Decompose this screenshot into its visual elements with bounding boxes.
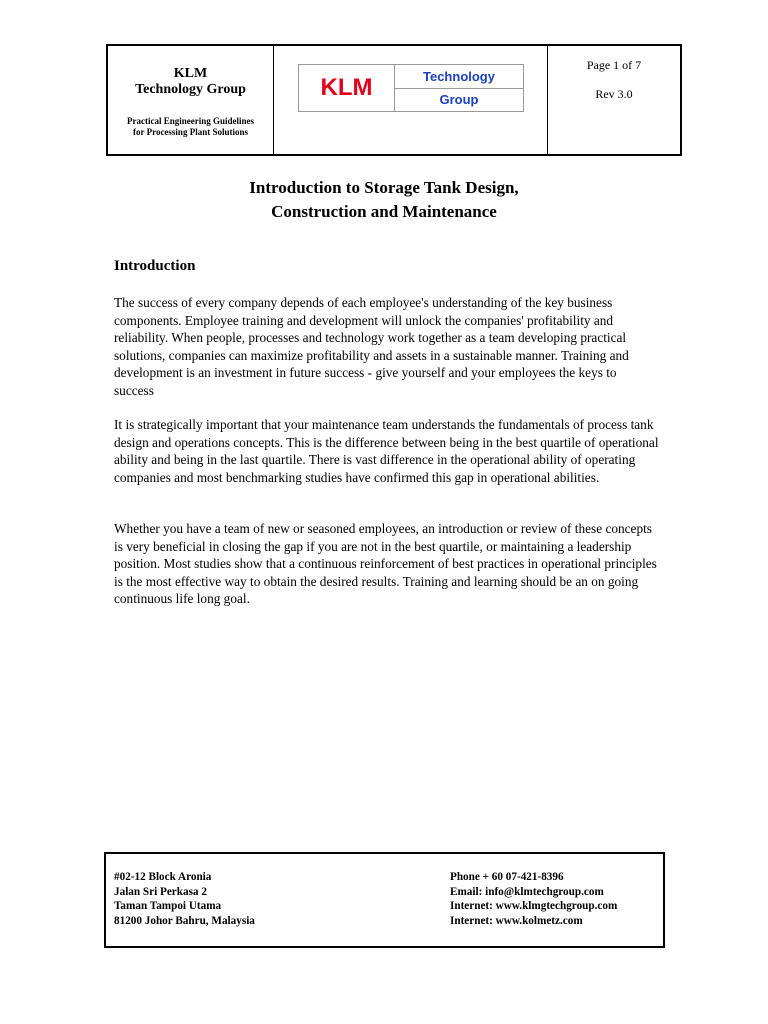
document-header (106, 44, 682, 156)
footer-address (114, 870, 255, 928)
company-name-line1: KLM (173, 66, 208, 81)
contact-email: Email: info@klmtechgroup.com (450, 885, 604, 898)
document-title-line2: Construction and Maintenance (271, 202, 497, 221)
paragraph-2: It is strategically important that your maintenance team understands the fundamentals of process tank design and operations concepts. This is the difference between being in the best quartile of operational ability and being in the last quartile. There is vast difference in the operational ability of operating companies and most benchmarking studies have confirmed this gap in operational abilities. (114, 417, 659, 485)
document-title (106, 176, 662, 224)
tagline (108, 116, 273, 138)
tagline-line1: Practical Engineering Guidelines (127, 116, 254, 126)
company-name (108, 66, 273, 98)
contact-footer (104, 852, 665, 948)
paragraph-1: The success of every company depends of each employee's understanding of the key business components. Employee training and development will unlock the companies' profitability and reliability. When people, processes and technology work together as a team developing practical solutions, companies can maximize profitability and assets in a sustainable manner. Training and development is an investment in future success - give yourself and your employees the keys to success (114, 295, 629, 398)
company-name-line2: Technology Group (135, 82, 246, 97)
footer-contacts (450, 870, 617, 928)
contact-phone: Phone + 60 07-421-8396 (450, 871, 564, 883)
klm-logo (298, 64, 524, 112)
logo-technology-text: Technology (395, 65, 523, 89)
document-title-line1: Introduction to Storage Tank Design, (249, 178, 519, 197)
contact-website: Internet: www.kolmetz.com (450, 914, 583, 927)
address-line: 81200 Johor Bahru, Malaysia (114, 914, 255, 927)
header-logo-cell (274, 46, 548, 154)
section-heading: Introduction (114, 258, 196, 274)
address-line: Taman Tampoi Utama (114, 900, 222, 912)
address-line: #02-12 Block Aronia (114, 871, 212, 883)
revision: Rev 3.0 (595, 87, 633, 101)
logo-klm-text: KLM (299, 65, 395, 111)
header-company-cell (108, 46, 274, 154)
paragraph-3: Whether you have a team of new or seasoned employees, an introduction or review of these concepts is very beneficial in closing the gap if you are not in the best quartile, or maintaining a leadership position. Most studies show that a continuous reinforcement of best practices in operational principles is the most effective way to obtain the desired results. Training and learning should be an on going continuous life long goal. (114, 521, 657, 607)
logo-group-text: Group (439, 92, 479, 108)
header-meta-cell (548, 46, 680, 154)
tagline-line2: for Processing Plant Solutions (133, 127, 248, 137)
page-number: Page 1 of 7 (586, 58, 642, 72)
address-line: Jalan Sri Perkasa 2 (114, 885, 207, 898)
contact-website: Internet: www.klmgtechgroup.com (450, 900, 618, 912)
logo-right-block (395, 65, 523, 111)
